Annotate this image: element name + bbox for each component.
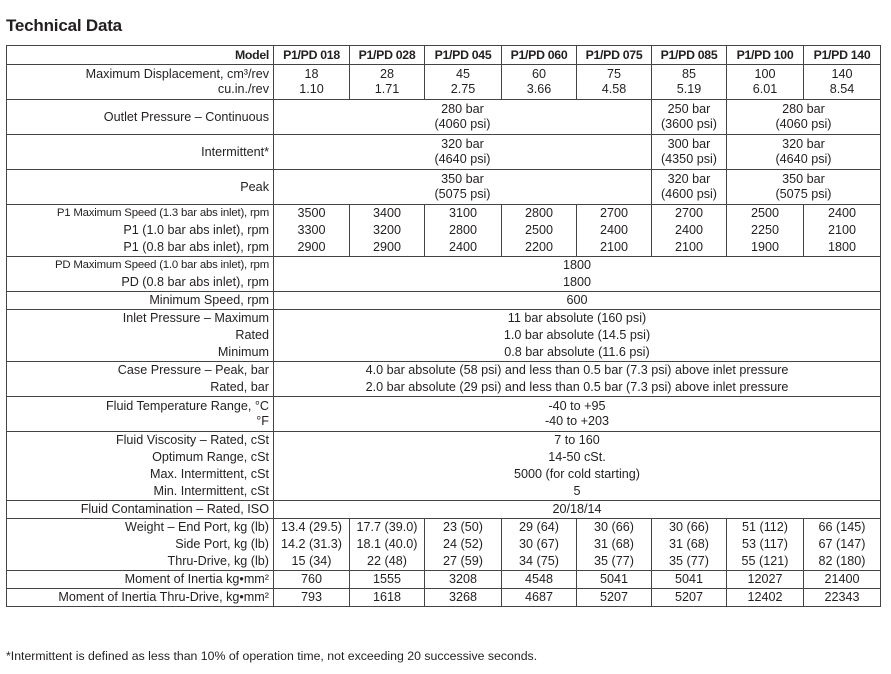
p1-speed-cell: 2250 [727,222,804,239]
viscosity-cell: 7 to 160 [274,432,881,450]
weight-label: Side Port, kg (lb) [7,536,274,553]
p1-speed-cell: 2400 [577,222,652,239]
outlet-continuous-label: Outlet Pressure – Continuous [7,100,274,135]
inertia-cell: 5207 [652,589,727,607]
weight-cell: 67 (147) [804,536,881,553]
inlet-label: Minimum [7,344,274,362]
weight-cell: 82 (180) [804,553,881,571]
p1-speed-row [7,205,881,223]
p1-speed-cell: 2400 [652,222,727,239]
p1-speed-cell: 1900 [727,239,804,257]
pd-speed-cell: 1800 [274,257,881,275]
p1-speed-label: P1 Maximum Speed (1.3 bar abs inlet), rpm [7,205,274,223]
viscosity-label: Max. Intermittent, cSt [7,466,274,483]
p1-speed-cell: 2500 [502,222,577,239]
case-label: Case Pressure – Peak, bar [7,362,274,380]
displacement-cell: 60 3.66 [502,65,577,100]
weight-cell: 29 (64) [502,519,577,537]
p1-speed-cell: 2700 [577,205,652,223]
p1-speed-cell: 3400 [350,205,425,223]
weight-cell: 30 (67) [502,536,577,553]
header-row [7,46,881,65]
model-header: P1/PD 075 [577,46,652,65]
case-label: Rated, bar [7,379,274,397]
p1-speed-cell: 2500 [727,205,804,223]
pd-speed-cell: 1800 [274,274,881,292]
inlet-cell: 0.8 bar absolute (11.6 psi) [274,344,881,362]
min-speed-label: Minimum Speed, rpm [7,292,274,310]
outlet-continuous-cell: 250 bar (3600 psi) [652,100,727,135]
outlet-continuous-row [7,100,881,135]
p1-speed-label: P1 (1.0 bar abs inlet), rpm [7,222,274,239]
inertia-cell: 1555 [350,571,425,589]
inlet-row [7,344,881,362]
case-row [7,379,881,397]
p1-speed-row [7,222,881,239]
inertia-label: Moment of Inertia kg•mm² [7,571,274,589]
case-cell: 2.0 bar absolute (29 psi) and less than 0.5 bar (7.3 psi) above inlet pressure [274,379,881,397]
weight-cell: 15 (34) [274,553,350,571]
weight-label: Thru-Drive, kg (lb) [7,553,274,571]
inertia-cell: 12402 [727,589,804,607]
viscosity-label: Fluid Viscosity – Rated, cSt [7,432,274,450]
technical-data-table [6,45,881,607]
p1-speed-cell: 3100 [425,205,502,223]
page-title: Technical Data [6,16,122,35]
pd-speed-label: PD (0.8 bar abs inlet), rpm [7,274,274,292]
weight-cell: 30 (66) [577,519,652,537]
case-cell: 4.0 bar absolute (58 psi) and less than 0.5 bar (7.3 psi) above inlet pressure [274,362,881,380]
pd-speed-label: PD Maximum Speed (1.0 bar abs inlet), rpm [7,257,274,275]
weight-label: Weight – End Port, kg (lb) [7,519,274,537]
weight-cell: 31 (68) [577,536,652,553]
p1-speed-cell: 2700 [652,205,727,223]
inertia-cell: 793 [274,589,350,607]
case-row [7,362,881,380]
model-header: P1/PD 028 [350,46,425,65]
viscosity-label: Min. Intermittent, cSt [7,483,274,501]
model-header: P1/PD 060 [502,46,577,65]
min-speed-row [7,292,881,310]
inertia-cell: 1618 [350,589,425,607]
displacement-row [7,65,881,100]
model-label: Model [7,46,274,65]
inlet-cell: 11 bar absolute (160 psi) [274,310,881,328]
weight-cell: 22 (48) [350,553,425,571]
displacement-cell: 100 6.01 [727,65,804,100]
weight-cell: 24 (52) [425,536,502,553]
p1-speed-row [7,239,881,257]
weight-cell: 53 (117) [727,536,804,553]
weight-row [7,536,881,553]
inertia-cell: 5041 [577,571,652,589]
weight-row [7,553,881,571]
outlet-intermittent-row [7,135,881,170]
p1-speed-cell: 3500 [274,205,350,223]
weight-cell: 51 (112) [727,519,804,537]
viscosity-cell: 14-50 cSt. [274,449,881,466]
contamination-cell: 20/18/14 [274,501,881,519]
inertia-cell: 5041 [652,571,727,589]
model-header: P1/PD 018 [274,46,350,65]
p1-speed-cell: 2100 [804,222,881,239]
p1-speed-label: P1 (0.8 bar abs inlet), rpm [7,239,274,257]
weight-cell: 31 (68) [652,536,727,553]
p1-speed-cell: 2400 [804,205,881,223]
displacement-cell: 85 5.19 [652,65,727,100]
inlet-row [7,310,881,328]
outlet-continuous-cell: 280 bar (4060 psi) [274,100,652,135]
inertia-row [7,589,881,607]
footnote: *Intermittent is defined as less than 10% of operation time, not exceeding 20 successive seconds. [6,649,538,663]
min-speed-cell: 600 [274,292,881,310]
inertia-cell: 3208 [425,571,502,589]
inlet-cell: 1.0 bar absolute (14.5 psi) [274,327,881,344]
p1-speed-cell: 2800 [502,205,577,223]
viscosity-row [7,483,881,501]
displacement-cell: 140 8.54 [804,65,881,100]
inertia-cell: 5207 [577,589,652,607]
outlet-peak-cell: 320 bar (4600 psi) [652,170,727,205]
p1-speed-cell: 2400 [425,239,502,257]
temperature-row [7,397,881,432]
outlet-peak-cell: 350 bar (5075 psi) [274,170,652,205]
weight-cell: 17.7 (39.0) [350,519,425,537]
weight-cell: 35 (77) [652,553,727,571]
viscosity-row [7,432,881,450]
pd-speed-row [7,257,881,275]
contamination-row [7,501,881,519]
viscosity-row [7,466,881,483]
inertia-label: Moment of Inertia Thru-Drive, kg•mm² [7,589,274,607]
model-header: P1/PD 045 [425,46,502,65]
p1-speed-cell: 3200 [350,222,425,239]
outlet-intermittent-label: Intermittent* [7,135,274,170]
weight-cell: 13.4 (29.5) [274,519,350,537]
inlet-label: Inlet Pressure – Maximum [7,310,274,328]
weight-cell: 34 (75) [502,553,577,571]
viscosity-row [7,449,881,466]
outlet-intermittent-cell: 320 bar (4640 psi) [727,135,881,170]
inertia-cell: 12027 [727,571,804,589]
inertia-cell: 22343 [804,589,881,607]
p1-speed-cell: 2100 [577,239,652,257]
p1-speed-cell: 3300 [274,222,350,239]
pd-speed-row [7,274,881,292]
p1-speed-cell: 2800 [425,222,502,239]
weight-cell: 55 (121) [727,553,804,571]
temperature-label: Fluid Temperature Range, °C °F [7,397,274,432]
weight-cell: 23 (50) [425,519,502,537]
outlet-intermittent-cell: 320 bar (4640 psi) [274,135,652,170]
outlet-continuous-cell: 280 bar (4060 psi) [727,100,881,135]
weight-cell: 18.1 (40.0) [350,536,425,553]
p1-speed-cell: 2200 [502,239,577,257]
p1-speed-cell: 2900 [274,239,350,257]
inlet-label: Rated [7,327,274,344]
model-header: P1/PD 100 [727,46,804,65]
contamination-label: Fluid Contamination – Rated, ISO [7,501,274,519]
displacement-cell: 28 1.71 [350,65,425,100]
p1-speed-cell: 2100 [652,239,727,257]
p1-speed-cell: 2900 [350,239,425,257]
weight-cell: 35 (77) [577,553,652,571]
viscosity-cell: 5 [274,483,881,501]
outlet-peak-row [7,170,881,205]
outlet-peak-label: Peak [7,170,274,205]
outlet-peak-cell: 350 bar (5075 psi) [727,170,881,205]
inertia-cell: 3268 [425,589,502,607]
inertia-cell: 4548 [502,571,577,589]
displacement-cell: 18 1.10 [274,65,350,100]
p1-speed-cell: 1800 [804,239,881,257]
outlet-intermittent-cell: 300 bar (4350 psi) [652,135,727,170]
viscosity-cell: 5000 (for cold starting) [274,466,881,483]
weight-cell: 27 (59) [425,553,502,571]
weight-cell: 30 (66) [652,519,727,537]
model-header: P1/PD 085 [652,46,727,65]
displacement-label: Maximum Displacement, cm³/rev cu.in./rev [7,65,274,100]
weight-cell: 14.2 (31.3) [274,536,350,553]
inertia-cell: 21400 [804,571,881,589]
inlet-row [7,327,881,344]
weight-row [7,519,881,537]
displacement-cell: 75 4.58 [577,65,652,100]
inertia-row [7,571,881,589]
temperature-cell: -40 to +95 -40 to +203 [274,397,881,432]
inertia-cell: 4687 [502,589,577,607]
viscosity-label: Optimum Range, cSt [7,449,274,466]
inertia-cell: 760 [274,571,350,589]
model-header: P1/PD 140 [804,46,881,65]
weight-cell: 66 (145) [804,519,881,537]
displacement-cell: 45 2.75 [425,65,502,100]
